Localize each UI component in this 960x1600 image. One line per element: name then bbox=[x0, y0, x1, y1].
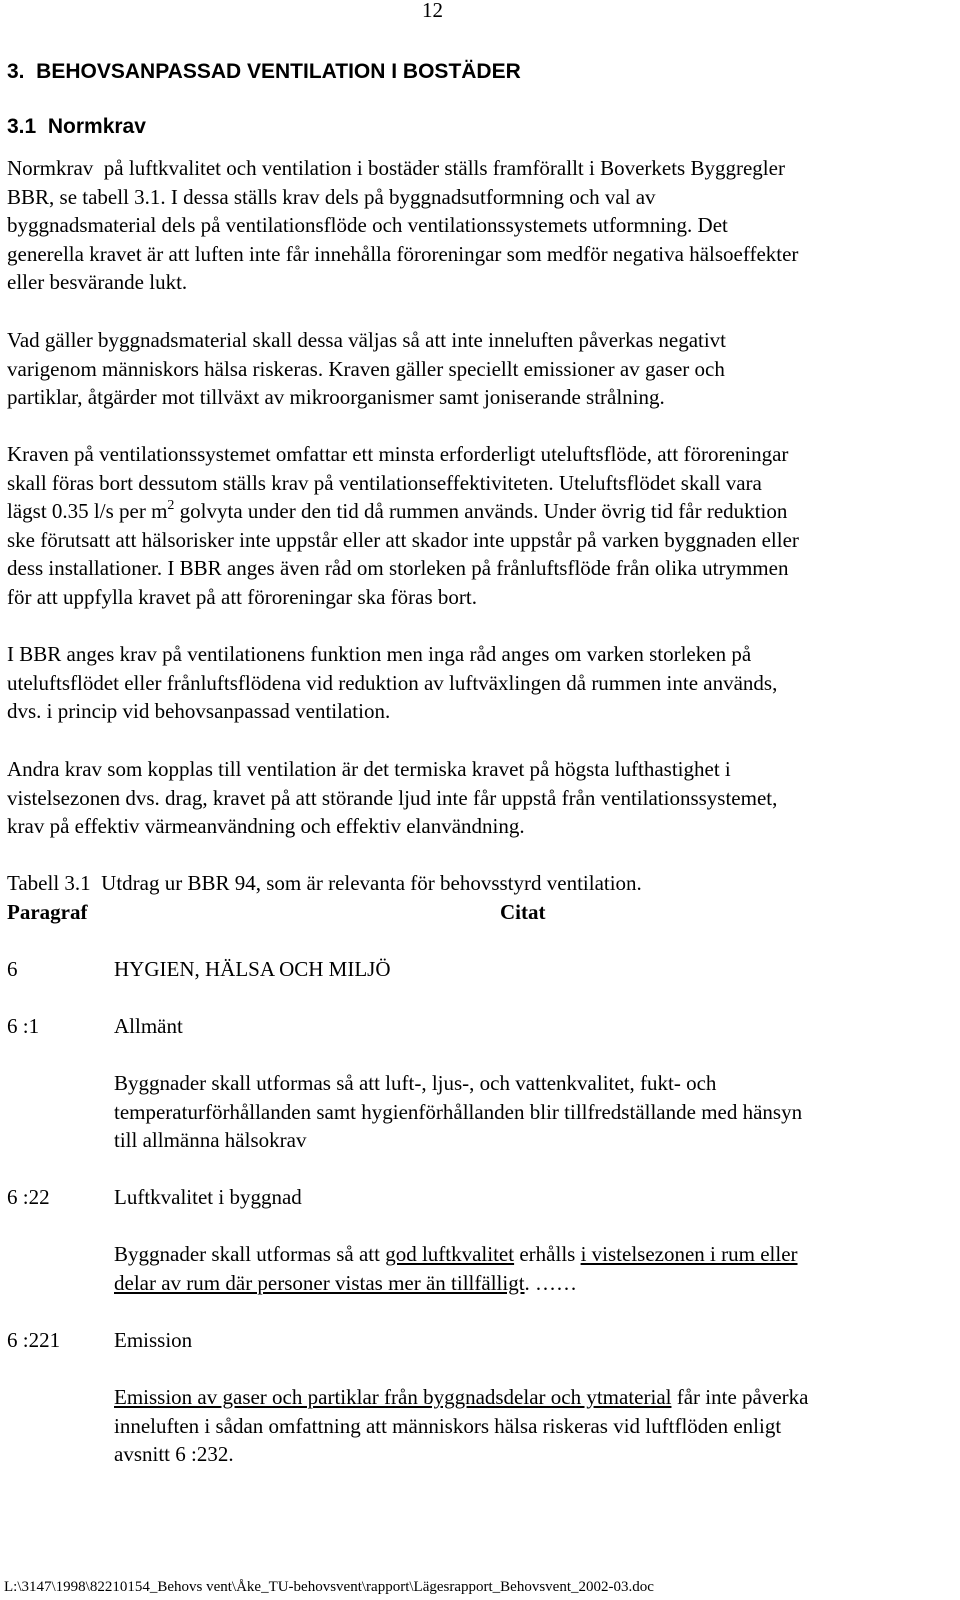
superscript: 2 bbox=[167, 498, 175, 513]
text-line: varigenom människors hälsa riskeras. Kraven gäller speciellt emissioner av gaser och bbox=[7, 356, 725, 381]
paragraph-andra-krav bbox=[7, 755, 952, 841]
text-line: BBR, se tabell 3.1. I dessa ställs krav dels på byggnadsutformning och val av bbox=[7, 184, 656, 209]
text-line: Kraven på ventilationssystemet omfattar ett minsta erforderligt uteluftsflöde, att föroreningar bbox=[7, 442, 789, 466]
text-line: skall föras bort dessutom ställs krav på ventilationseffektiviteten. Uteluftsflödet skall vara bbox=[7, 470, 762, 495]
paragraph-title: HYGIEN, HÄLSA OCH MILJÖ bbox=[114, 957, 391, 981]
text-line: partiklar, åtgärder mot tillväxt av mikroorganismer samt joniserande strålning. bbox=[7, 385, 665, 409]
text-line: för att uppfylla kravet på att föroreningar ska föras bort. bbox=[7, 584, 477, 609]
paragraph-number: 6 :1 bbox=[7, 1014, 40, 1038]
paragraph-title: Luftkvalitet i byggnad bbox=[114, 1185, 302, 1209]
text-line: Byggnader skall utformas så att god luftkvalitet erhålls i vistelsezonen i rum eller bbox=[114, 1242, 798, 1266]
text-line: Andra krav som kopplas till ventilation är det termiska kravet på högsta lufthastighet i bbox=[7, 757, 731, 781]
citation-text bbox=[114, 1240, 798, 1297]
underlined-text: i vistelsezonen i rum eller bbox=[580, 1242, 798, 1266]
citation-text bbox=[114, 1069, 802, 1155]
text-line: eller besvärande lukt. bbox=[7, 270, 188, 294]
text-line: lägst 0.35 l/s per $m^2$ golvyta under den tid då rummen används. Under övrig tid får reduktion bbox=[7, 498, 788, 523]
footer-file-path: L:\3147\1998\82210154_Behovs vent\Åke_TU-behovsvent\rapport\Lägesrapport_Behovsvent_2002-03.doc bbox=[4, 1579, 654, 1595]
underlined-text: Emission av gaser och partiklar från byggnadsdelar och ytmaterial bbox=[114, 1385, 672, 1409]
text-line: vistelsezonen dvs. drag, kravet på att störande ljud inte får uppstå från ventilationssystemet, bbox=[7, 785, 778, 810]
text-line: Vad gäller byggnadsmaterial skall dessa väljas så att inte inneluften påverkas negativt bbox=[7, 328, 727, 352]
underlined-text: god luftkvalitet bbox=[385, 1242, 515, 1266]
paragraph-number: 6 :22 bbox=[7, 1185, 50, 1209]
text-line: generella kravet är att luften inte får innehålla föroreningar som medför negativa hälsoeffekter bbox=[7, 241, 799, 266]
text-line: dvs. i princip vid behovsanpassad ventilation. bbox=[7, 699, 391, 723]
paragraph-number: 6 bbox=[7, 957, 18, 981]
text-line: dess installationer. I BBR anges även råd om storleken på frånluftsflöde från olika utrymmen bbox=[7, 556, 789, 580]
paragraph-ventilationssystemet bbox=[7, 440, 952, 611]
text-line: Emission av gaser och partiklar från byggnadsdelar och ytmaterial får inte påverka bbox=[114, 1385, 809, 1409]
citation-text bbox=[114, 1383, 809, 1469]
text-line: inneluften i sådan omfattning att människors hälsa riskeras vid luftflöden enligt bbox=[114, 1413, 782, 1438]
underlined-text: delar av rum där personer vistas mer än tillfälligt bbox=[114, 1270, 525, 1295]
text-line: till allmänna hälsokrav bbox=[114, 1128, 307, 1152]
paragraph-number: 6 :221 bbox=[7, 1328, 61, 1352]
page-number: 12 bbox=[422, 0, 443, 22]
text-line: I BBR anges krav på ventilationens funktion men inga råd anges om varken storleken på bbox=[7, 642, 752, 666]
text-line: avsnitt 6 :232. bbox=[114, 1442, 234, 1466]
subsection-heading: 3.1 Normkrav bbox=[7, 115, 146, 138]
text-line: byggnadsmaterial dels på ventilationsflöde och ventilationssystemets utformning. Det bbox=[7, 213, 728, 237]
text-line: Byggnader skall utformas så att luft-, ljus-, och vattenkvalitet, fukt- och bbox=[114, 1071, 717, 1095]
paragraph-title: Emission bbox=[114, 1328, 193, 1352]
paragraph-byggnadsmaterial bbox=[7, 326, 952, 412]
text-line: uteluftsflödet eller frånluftsflödena vid reduktion av luftväxlingen då rummen inte används, bbox=[7, 670, 778, 695]
text-line: Normkrav på luftkvalitet och ventilation i bostäder ställs framförallt i Boverkets Byggregler bbox=[7, 156, 785, 180]
paragraph-normkrav bbox=[7, 154, 952, 297]
table-caption: Tabell 3.1 Utdrag ur BBR 94, som är relevanta för behovsstyrd ventilation. bbox=[7, 871, 642, 895]
text-line: ske förutsatt att hälsorisker inte uppstår eller att skador inte uppstår på varken byggnaden eller bbox=[7, 527, 799, 552]
text-line: krav på effektiv värmeanvändning och effektiv elanvändning. bbox=[7, 814, 525, 838]
paragraph-bbr-funktion bbox=[7, 640, 952, 726]
text-line: temperaturförhållanden samt hygienförhållanden blir tillfredställande med hänsyn bbox=[114, 1099, 803, 1124]
column-header-paragraf: Paragraf bbox=[7, 900, 88, 924]
section-heading: 3. BEHOVSANPASSAD VENTILATION I BOSTÄDER bbox=[7, 60, 521, 83]
column-header-citat: Citat bbox=[500, 900, 546, 924]
text-line: delar av rum där personer vistas mer än tillfälligt. …… bbox=[114, 1270, 578, 1295]
paragraph-title: Allmänt bbox=[114, 1014, 183, 1038]
